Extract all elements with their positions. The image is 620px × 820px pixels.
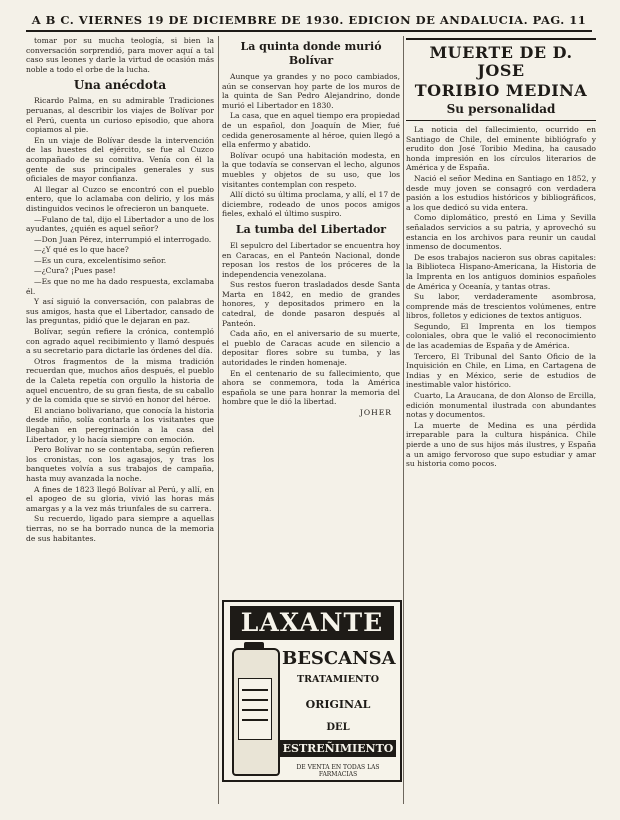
article-paragraph: La muerte de Medina es una pérdida irreparable para la cultura hispánica. Chile pierde a uno de sus hijos más ilustres, y España a un amigo fervoroso que supo estudiar y amar su historia como pocos. — [406, 420, 596, 469]
article-paragraph: El sepulcro del Libertador se encuentra hoy en Caracas, en el Panteón Nacional, donde reposan los restos de los próceres de la independencia venezolana. — [222, 240, 400, 279]
article-paragraph: Bolívar ocupó una habitación modesta, en la que todavía se conservan el lecho, algunos muebles y objetos de su uso, que los visitantes contemplan con respeto. — [222, 150, 400, 189]
article-paragraph: —¿Cura? ¡Pues pase! — [34, 266, 116, 276]
article-paragraph: Otros fragmentos de la misma tradición recuerdan que, muchos años después, el pueblo de la Caleta repetía con orgullo la historia de aquel encuentro, de su gran fiesta, de su caballo y de la comida que se sirvió en honor del héroe. — [26, 356, 214, 405]
article-paragraph: Como diplomático, prestó en Lima y Sevilla señalados servicios a su patria, y aprovechó su estancia en los archivos para reunir un caudal inmenso de documentos. — [406, 213, 596, 252]
article-paragraph: —Es un cura, excelentísimo señor. — [34, 255, 167, 265]
article-paragraph: —Es que no me ha dado respuesta, exclamaba él. — [26, 277, 214, 296]
column-divider — [218, 36, 219, 804]
section-title-tumba: La tumba del Libertador — [235, 222, 387, 236]
article-signature: JOHER — [359, 408, 392, 417]
laxante-advertisement — [222, 600, 402, 782]
article-paragraph: Ricardo Palma, en su admirable Tradiciones peruanas, al describir los viajes de Bolívar por el Perú, cuenta un curioso episodio, que ahora copiamos al pie. — [26, 96, 214, 135]
ad-line: DEL — [326, 722, 350, 733]
article-paragraph: Cuarto, La Araucana, de don Alonso de Ercilla, edición monumental ilustrada con abundantes notas y documentos. — [406, 391, 596, 420]
article-paragraph: Y así siguió la conversación, con palabras de sus amigos, hasta que el Libertador, cansado de las preguntas, pidió que le dejaran en paz. — [26, 297, 214, 326]
article-paragraph: Nació el señor Medina en Santiago en 1852, y desde muy joven se consagró con verdadera pasión a los estudios históricos y bibliográficos, a los que dedicó su vida entera. — [406, 173, 596, 212]
ad-line: TRATAMIENTO — [297, 674, 379, 685]
article-paragraph: Allí dictó su última proclama, y allí, el 17 de diciembre, rodeado de unos pocos amigos fieles, exhaló el último suspiro. — [222, 190, 400, 219]
article-headline: TORIBIO MEDINA — [414, 81, 588, 100]
article-paragraph: Bolívar, según refiere la crónica, contempló con agrado aquel recibimiento y llamó después a su secretario para dictarle las órdenes del día. — [26, 327, 214, 356]
ad-brand: LAXANTE — [230, 606, 394, 640]
column-3 — [406, 36, 596, 806]
article-paragraph: Sus restos fueron trasladados desde Santa Marta en 1842, en medio de grandes honores, y depositados primero en la catedral, de donde pasaron después al Panteón. — [222, 280, 400, 328]
article-paragraph: Segundo, El Imprenta en los tiempos coloniales, obra que le valió el reconocimiento de las academias de España y de América. — [406, 321, 596, 351]
article-paragraph: Pero Bolívar no se contentaba, según refieren los cronistas, con los agasajos, y tras los banquetes volvía a sus trabajos de campaña, hasta muy avanzada la noche. — [26, 445, 214, 483]
article-paragraph: —Don Juan Pérez, interrumpió el interrogado. — [34, 234, 212, 244]
article-paragraph: Tercero, El Tribunal del Santo Oficio de la Inquisición en Chile, en Lima, en Cartagena de Indias y en México, serie de estudios de inestimable valor histórico. — [406, 351, 596, 390]
article-paragraph: Cada año, en el aniversario de su muerte, el pueblo de Caracas acude en silencio a depositar flores sobre su tumba, y las autoridades le rinden homenaje. — [222, 329, 400, 368]
article-paragraph: —Fulano de tal, dijo el Libertador a uno de los ayudantes, ¿quién es aquel señor? — [26, 214, 214, 234]
article-paragraph: La casa, que en aquel tiempo era propiedad de un español, don Joaquín de Mier, fué cedida generosamente al héroe, quien llegó a ella enfermo y abatido. — [222, 111, 400, 150]
article-paragraph: Su recuerdo, ligado para siempre a aquellas tierras, no se ha borrado nunca de la memoria de sus habitantes. — [26, 514, 214, 543]
article-paragraph: De esos trabajos nacieron sus obras capitales: la Biblioteca Hispano-Americana, la Historia de la Imprenta en los antiguos dominios españoles de América y Oceanía, y tantas otras. — [406, 252, 596, 291]
article-paragraph: En un viaje de Bolívar desde la intervención de las huestes del ejército, se fue al Cuzco acompañado de su comitiva. Venía con él la gente de sus principales generales y sus oficiales de mayor confianza. — [26, 135, 214, 184]
article-paragraph: La noticia del fallecimiento, ocurrido en Santiago de Chile, del eminente bibliógrafo y erudito don José Toribio Medina, ha causado honda impresión en los círculos literarios de América y de España. — [406, 125, 596, 173]
article-paragraph: El anciano bolivariano, que conocía la historia desde niño, solía contarla a los visitantes que llegaban en peregrinación a la casa del Libertador, y lo hacía siempre con emoción. — [26, 405, 214, 444]
page-header: A B C. VIERNES 19 DE DICIEMBRE DE 1930. EDICION DE ANDALUCIA. PAG. 11 — [26, 10, 592, 32]
ad-line: ESTREÑIMIENTO — [280, 740, 396, 757]
ad-line: DE VENTA EN TODAS LAS FARMACIAS — [296, 764, 380, 778]
ad-line: ORIGINAL — [305, 698, 371, 711]
column-divider — [403, 36, 404, 804]
article-paragraph: A fines de 1823 llegó Bolívar al Perú, y allí, en el apogeo de su gloria, vivió las horas más amargas y a la vez más triunfales de su carrera. — [26, 484, 214, 513]
article-paragraph: —¿Y qué es lo que hace? — [34, 245, 129, 255]
column-1 — [26, 36, 214, 806]
column-2 — [222, 36, 400, 596]
article-paragraph: Su labor, verdaderamente asombrosa, comprende más de trescientos volúmenes, entre libros, folletos y ediciones de textos antiguos. — [406, 292, 596, 321]
article-paragraph: Aunque ya grandes y no poco cambiados, aún se conservan hoy parte de los muros de la quinta de San Pedro Alejandrino, donde murió el Libertador en 1830. — [222, 72, 400, 110]
section-title-anecdota: Una anécdota — [73, 78, 167, 93]
article-subtitle: Su personalidad — [446, 102, 556, 116]
section-title-quinta: La quinta donde murió Bolívar — [240, 40, 382, 67]
article-paragraph: Al llegar al Cuzco se encontró con el pueblo entero, que lo aclamaba con delirio, y los más distinguidos vecinos le ofrecieron un banquete. — [26, 184, 214, 213]
title-rule — [406, 38, 596, 40]
article-headline: MUERTE DE D. JOSE — [429, 43, 573, 80]
article-paragraph: En el centenario de su fallecimiento, que ahora se conmemora, toda la América española se une para honrar la memoria del hombre que le dió la libertad. — [222, 368, 400, 407]
intro-paragraph: tomar por su mucha teología, si bien la conversación sorprendió, para mover aquí a tal caso sus leones y darle la virtud de ocasión más noble a todo el orbe de la lucha. — [26, 36, 214, 74]
medicine-bottle-icon — [232, 648, 280, 776]
ad-product-name: BESCANSA — [282, 648, 396, 669]
divider — [406, 120, 596, 121]
